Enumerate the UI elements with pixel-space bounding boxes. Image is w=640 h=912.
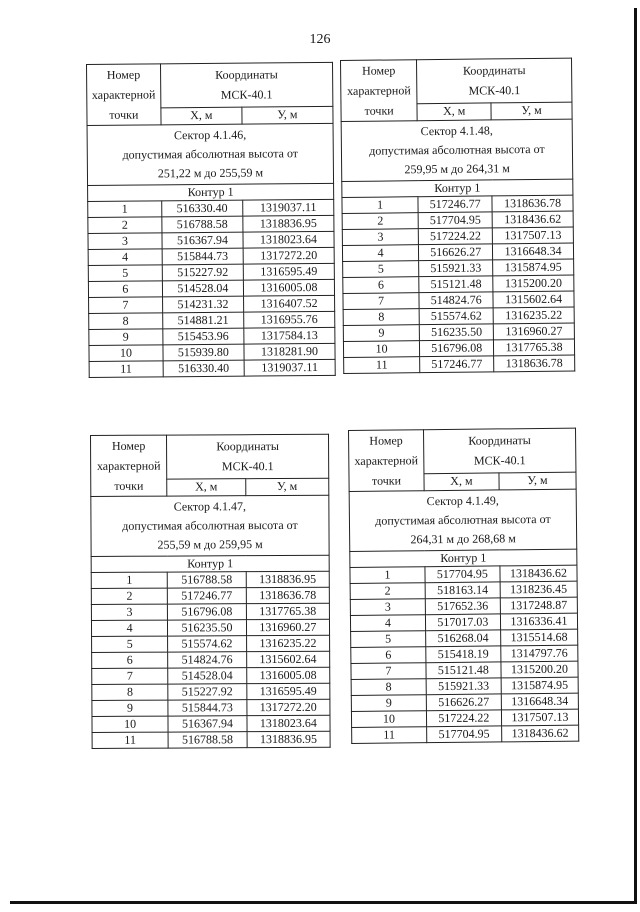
coordinate-table-sector-4-1-49 [348, 428, 579, 744]
y-coordinate-cell: 1318436.62 [492, 211, 573, 228]
table-row [91, 619, 329, 636]
table-row [352, 725, 579, 743]
contour-label: Контур 1 [350, 549, 577, 567]
table-row [92, 699, 330, 716]
page-number: 126 [309, 32, 331, 47]
point-number-cell: 6 [343, 277, 419, 294]
contour-label: Контур 1 [342, 179, 573, 197]
point-number-cell: 8 [343, 309, 419, 326]
header-coordinates [417, 58, 572, 103]
point-number-cell: 5 [88, 265, 162, 282]
y-coordinate-cell: 1316595.49 [243, 263, 334, 280]
sector-title [341, 119, 573, 181]
x-coordinate-cell: 516788.58 [168, 732, 247, 748]
table-row [343, 339, 574, 357]
table-row [92, 635, 330, 652]
y-coordinate-cell: 1318436.62 [501, 725, 578, 742]
y-coordinate-cell: 1316960.27 [246, 619, 329, 635]
table-row [344, 355, 575, 373]
point-number-cell: 9 [89, 329, 163, 346]
x-coordinate-cell: 516367.94 [162, 232, 243, 249]
x-coordinate-cell: 515418.19 [426, 646, 501, 663]
sector-title [349, 489, 577, 551]
table-row [350, 613, 577, 631]
x-coordinate-cell: 514824.76 [168, 652, 247, 668]
point-number-cell: 11 [352, 727, 427, 744]
table-row [89, 343, 335, 361]
y-coordinate-cell: 1318023.64 [247, 715, 330, 731]
y-coordinate-cell: 1317272.20 [247, 699, 330, 715]
header-point-number: Номер характерной точки [349, 430, 425, 492]
sector-height-range: 264,31 м до 268,68 м [410, 531, 516, 547]
x-coordinate-cell: 517224.22 [418, 228, 492, 245]
table-row [88, 247, 334, 265]
x-coordinate-cell: 515121.48 [426, 662, 501, 679]
table-row [350, 597, 577, 615]
x-coordinate-cell: 515574.62 [419, 308, 493, 325]
table-row [92, 715, 330, 732]
coordinate-table-sector-4-1-48 [340, 58, 575, 374]
sector-description: допустимая абсолютная высота от [122, 146, 299, 162]
x-coordinate-cell: 516626.27 [426, 694, 501, 711]
point-number-cell: 10 [92, 716, 168, 732]
table-row [343, 323, 574, 341]
point-number-cell: 5 [351, 631, 426, 648]
point-number-cell: 2 [88, 217, 162, 234]
table-row [89, 327, 335, 345]
x-coordinate-cell: 517017.03 [425, 614, 500, 631]
x-coordinate-cell: 517704.95 [427, 726, 502, 743]
x-coordinate-cell: 515921.33 [419, 260, 493, 277]
header-coordinates-title: Координаты [216, 439, 279, 454]
point-number-cell: 6 [351, 647, 426, 664]
header-point-number: Номер характерной точки [341, 60, 418, 122]
header-coordinates [423, 428, 576, 473]
point-number-cell: 9 [343, 325, 419, 342]
header-coordinates [167, 434, 329, 479]
point-number-cell: 2 [91, 588, 167, 604]
header-coordinate-system: МСК-40.1 [220, 87, 273, 103]
table-row [351, 709, 578, 727]
table-row [350, 581, 577, 599]
y-coordinate-cell: 1318636.78 [246, 587, 329, 603]
table-row [342, 227, 573, 245]
point-number-cell: 1 [350, 567, 425, 584]
x-coordinate-cell: 515921.33 [426, 678, 501, 695]
header-x: X, м [424, 473, 499, 491]
table-body [88, 199, 336, 377]
x-coordinate-cell: 517652.36 [425, 598, 500, 615]
table-row [92, 651, 330, 668]
y-coordinate-cell: 1316005.08 [246, 667, 329, 683]
x-coordinate-cell: 517224.22 [426, 710, 501, 727]
x-coordinate-cell: 517246.77 [420, 356, 494, 373]
x-coordinate-cell: 514824.76 [419, 292, 493, 309]
point-number-cell: 1 [91, 572, 167, 588]
point-number-cell: 8 [351, 679, 426, 696]
point-number-cell: 2 [342, 213, 418, 230]
point-number-cell: 10 [351, 711, 426, 728]
table-row [88, 215, 334, 233]
table-row [92, 731, 330, 748]
x-coordinate-cell: 516330.40 [163, 360, 244, 377]
y-coordinate-cell: 1317765.38 [246, 603, 329, 619]
y-coordinate-cell: 1318281.90 [244, 343, 335, 360]
x-coordinate-cell: 514528.04 [168, 668, 247, 684]
point-number-cell: 11 [344, 357, 420, 374]
y-coordinate-cell: 1319037.11 [244, 359, 335, 376]
x-coordinate-cell: 516268.04 [426, 630, 501, 647]
x-coordinate-cell: 515844.73 [162, 248, 243, 265]
y-coordinate-cell: 1315602.64 [246, 651, 329, 667]
y-coordinate-cell: 1317584.13 [244, 327, 335, 344]
point-number-cell: 3 [342, 229, 418, 246]
sector-title [87, 123, 334, 185]
coordinate-table-sector-4-1-46 [86, 62, 336, 378]
point-number-cell: 11 [92, 732, 168, 748]
point-number-cell: 5 [92, 636, 168, 652]
point-number-cell: 8 [89, 313, 163, 330]
table-row [351, 629, 578, 647]
y-coordinate-cell: 1314797.76 [501, 645, 578, 662]
y-coordinate-cell: 1316235.22 [246, 635, 329, 651]
header-point-number: Номер характерной точки [91, 435, 167, 496]
header-y: У, м [245, 478, 328, 496]
point-number-cell: 4 [342, 245, 418, 262]
table-row [351, 677, 578, 695]
table-row [89, 295, 335, 313]
x-coordinate-cell: 517704.95 [418, 212, 492, 229]
y-coordinate-cell: 1316595.49 [246, 683, 329, 699]
table-body [91, 571, 330, 748]
header-coordinate-system: МСК-40.1 [468, 83, 521, 99]
point-number-cell: 3 [91, 604, 167, 620]
table-row [88, 279, 334, 297]
header-y: У, м [499, 472, 576, 490]
table-row [351, 645, 578, 663]
header-x: X, м [161, 107, 242, 125]
sector-name: Сектор 4.1.46, [173, 127, 247, 143]
x-coordinate-cell: 515121.48 [419, 276, 493, 293]
x-coordinate-cell: 515227.92 [162, 264, 243, 281]
y-coordinate-cell: 1316648.34 [501, 693, 578, 710]
y-coordinate-cell: 1318636.78 [492, 195, 573, 212]
y-coordinate-cell: 1315200.20 [501, 661, 578, 678]
table-row [91, 587, 329, 604]
point-number-cell: 3 [88, 233, 162, 250]
x-coordinate-cell: 516796.08 [420, 340, 494, 357]
y-coordinate-cell: 1315602.64 [493, 291, 574, 308]
x-coordinate-cell: 517704.95 [425, 566, 500, 583]
table-row [342, 195, 573, 213]
header-coordinates-title: Координаты [462, 63, 526, 79]
header-coordinates-title: Координаты [215, 67, 278, 83]
y-coordinate-cell: 1319037.11 [243, 199, 334, 216]
x-coordinate-cell: 516788.58 [162, 216, 243, 233]
y-coordinate-cell: 1315874.95 [493, 259, 574, 276]
x-coordinate-cell: 517246.77 [167, 588, 246, 604]
table-row [343, 291, 574, 309]
table-row [343, 275, 574, 293]
x-coordinate-cell: 515844.73 [168, 700, 247, 716]
point-number-cell: 10 [89, 345, 163, 362]
header-x: X, м [167, 479, 246, 497]
point-number-cell: 7 [89, 297, 163, 314]
point-number-cell: 7 [343, 293, 419, 310]
x-coordinate-cell: 514231.32 [162, 296, 243, 313]
table-body [350, 565, 579, 743]
header-x: X, м [417, 103, 491, 121]
point-number-cell: 1 [342, 197, 418, 214]
y-coordinate-cell: 1316955.76 [244, 311, 335, 328]
y-coordinate-cell: 1318023.64 [243, 231, 334, 248]
y-coordinate-cell: 1317272.20 [243, 247, 334, 264]
contour-label: Контур 1 [88, 183, 334, 201]
x-coordinate-cell: 516626.27 [419, 244, 493, 261]
header-point-number: Номер характерной точки [87, 64, 161, 126]
x-coordinate-cell: 514881.21 [162, 312, 243, 329]
x-coordinate-cell: 515939.80 [163, 344, 244, 361]
table-row [89, 359, 335, 377]
header-coordinate-system: МСК-40.1 [221, 459, 274, 474]
point-number-cell: 2 [350, 583, 425, 600]
point-number-cell: 6 [92, 652, 168, 668]
sector-name: Сектор 4.1.47, [173, 499, 247, 514]
table-row [92, 683, 330, 700]
x-coordinate-cell: 516330.40 [161, 200, 242, 217]
point-number-cell: 9 [92, 700, 168, 716]
y-coordinate-cell: 1318836.95 [243, 215, 334, 232]
x-coordinate-cell: 516235.50 [419, 324, 493, 341]
y-coordinate-cell: 1316235.22 [493, 307, 574, 324]
table-row [88, 199, 334, 217]
coordinate-table-sector-4-1-47 [90, 434, 331, 749]
point-number-cell: 4 [91, 620, 167, 636]
sector-name: Сектор 4.1.48, [420, 123, 493, 139]
point-number-cell: 7 [351, 663, 426, 680]
y-coordinate-cell: 1316005.08 [243, 279, 334, 296]
x-coordinate-cell: 515453.96 [163, 328, 244, 345]
point-number-cell: 6 [88, 281, 162, 298]
y-coordinate-cell: 1318236.45 [500, 581, 577, 598]
point-number-cell: 1 [88, 201, 162, 218]
header-y: У, м [491, 102, 572, 120]
point-number-cell: 9 [351, 695, 426, 712]
y-coordinate-cell: 1317507.13 [501, 709, 578, 726]
y-coordinate-cell: 1315514.68 [500, 629, 577, 646]
table-row [91, 571, 329, 588]
table-row [91, 603, 329, 620]
table-row [351, 693, 578, 711]
point-number-cell: 8 [92, 684, 168, 700]
x-coordinate-cell: 515227.92 [168, 684, 247, 700]
sector-height-range: 251,22 м до 255,59 м [157, 165, 264, 181]
point-number-cell: 10 [343, 341, 419, 358]
x-coordinate-cell: 516796.08 [168, 604, 247, 620]
table-row [88, 263, 334, 281]
table-row [89, 311, 335, 329]
x-coordinate-cell: 514528.04 [162, 280, 243, 297]
header-coordinate-system: МСК-40.1 [473, 453, 526, 469]
table-row [342, 211, 573, 229]
y-coordinate-cell: 1315200.20 [493, 275, 574, 292]
sector-name: Сектор 4.1.49, [426, 493, 499, 509]
table-row [343, 307, 574, 325]
sector-description: допустимая абсолютная высота от [122, 517, 298, 533]
y-coordinate-cell: 1316407.52 [244, 295, 335, 312]
x-coordinate-cell: 516788.58 [167, 572, 246, 588]
y-coordinate-cell: 1316648.34 [493, 243, 574, 260]
header-coordinates-title: Координаты [468, 433, 531, 449]
table-row [342, 243, 573, 261]
sector-description: допустимая абсолютная высота от [369, 141, 545, 158]
y-coordinate-cell: 1315874.95 [501, 677, 578, 694]
x-coordinate-cell: 517246.77 [418, 196, 492, 213]
header-coordinates [160, 62, 333, 107]
sector-title [91, 495, 329, 556]
point-number-cell: 4 [88, 249, 162, 266]
y-coordinate-cell: 1316336.41 [500, 613, 577, 630]
point-number-cell: 5 [343, 261, 419, 278]
point-number-cell: 7 [92, 668, 168, 684]
table-body [342, 195, 575, 373]
x-coordinate-cell: 515574.62 [168, 636, 247, 652]
sector-height-range: 259,95 м до 264,31 м [404, 161, 510, 177]
x-coordinate-cell: 518163.14 [425, 582, 500, 599]
page-edge-right [634, 8, 637, 902]
contour-label: Контур 1 [91, 555, 329, 572]
table-row [343, 259, 574, 277]
sector-height-range: 255,59 м до 259,95 м [157, 537, 263, 552]
y-coordinate-cell: 1318836.95 [247, 731, 330, 747]
header-y: У, м [242, 106, 333, 124]
y-coordinate-cell: 1316960.27 [493, 323, 574, 340]
y-coordinate-cell: 1318836.95 [246, 571, 329, 587]
y-coordinate-cell: 1318636.78 [494, 355, 575, 372]
table-row [88, 231, 334, 249]
y-coordinate-cell: 1317507.13 [492, 227, 573, 244]
table-row [92, 667, 330, 684]
point-number-cell: 4 [350, 615, 425, 632]
page-edge-bottom [10, 901, 637, 904]
table-row [350, 565, 577, 583]
y-coordinate-cell: 1317248.87 [500, 597, 577, 614]
y-coordinate-cell: 1317765.38 [494, 339, 575, 356]
sector-description: допустимая абсолютная высота от [375, 511, 551, 528]
point-number-cell: 3 [350, 599, 425, 616]
y-coordinate-cell: 1318436.62 [500, 565, 577, 582]
table-row [351, 661, 578, 679]
point-number-cell: 11 [89, 361, 163, 378]
x-coordinate-cell: 516367.94 [168, 716, 247, 732]
x-coordinate-cell: 516235.50 [168, 620, 247, 636]
